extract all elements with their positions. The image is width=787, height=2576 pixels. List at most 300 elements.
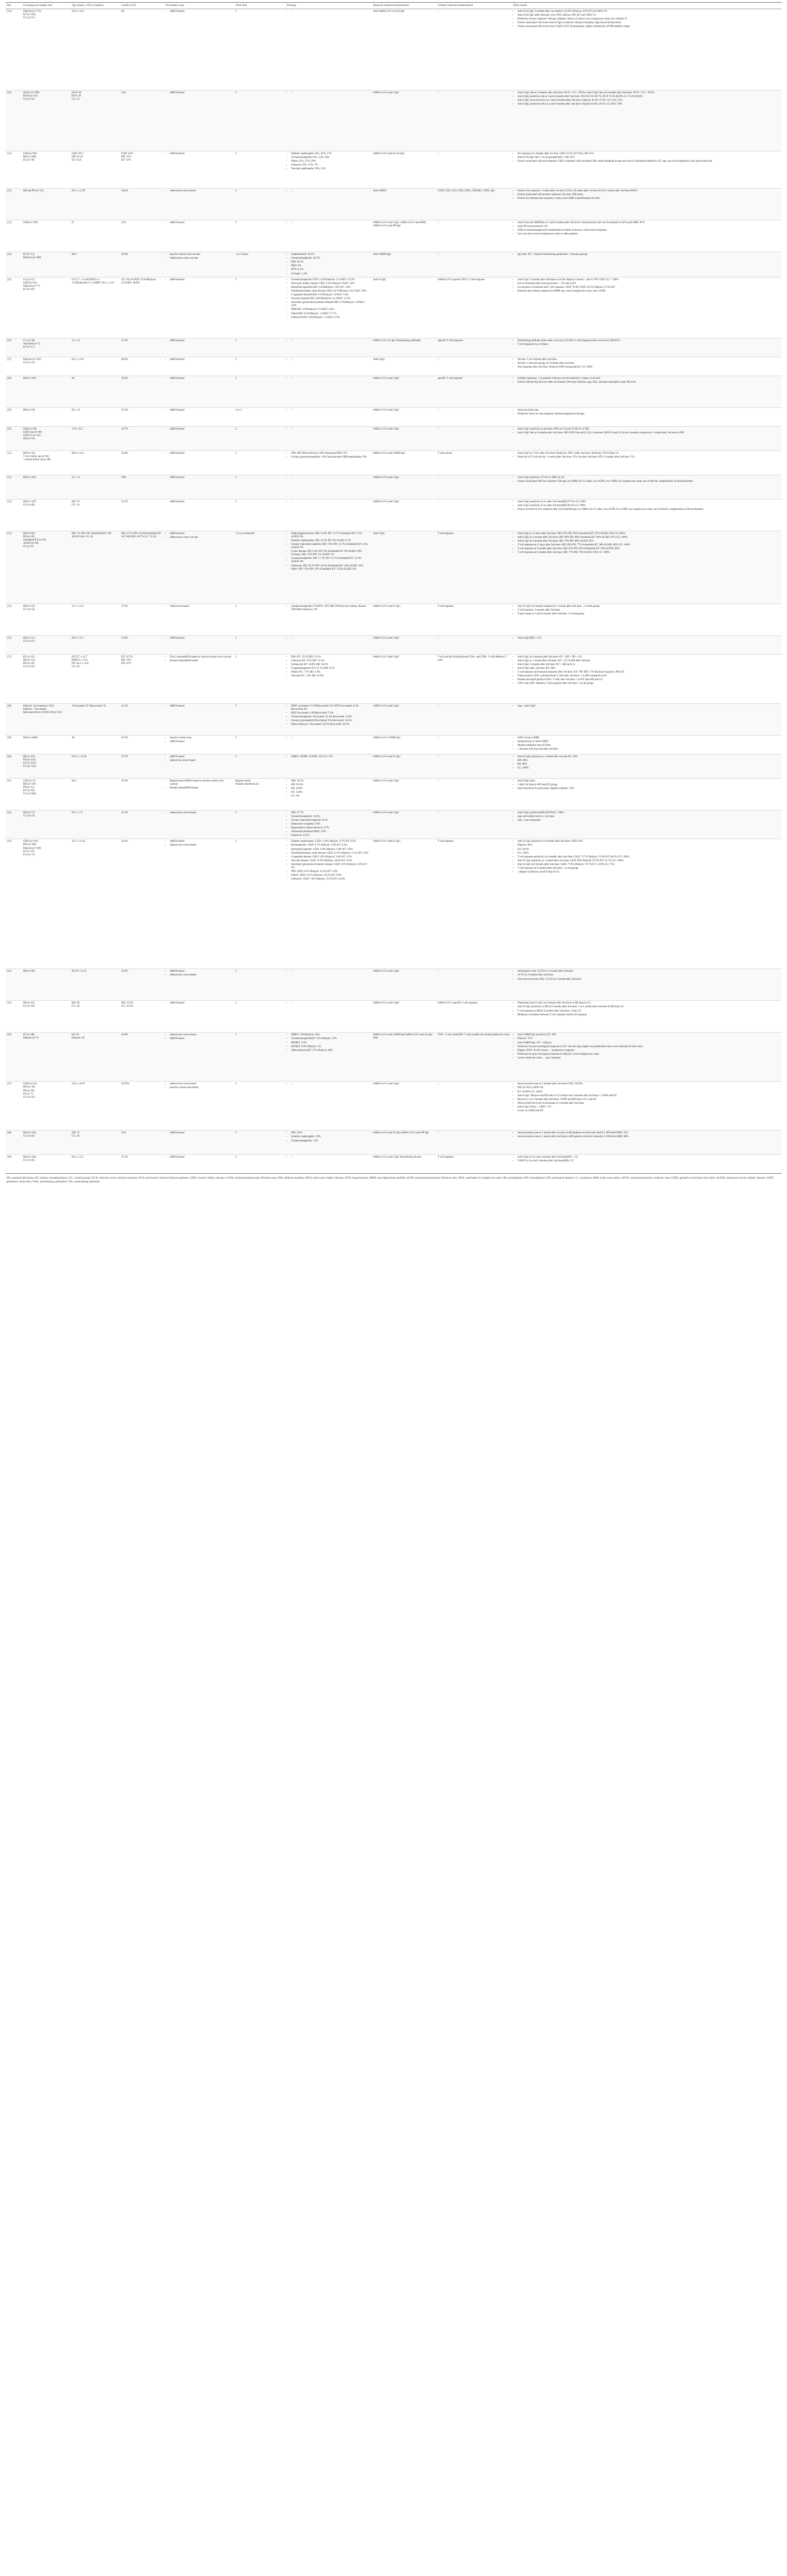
- vaccination-type-cell: [164, 839, 234, 969]
- bullet-item: • CKD on immunosuppressive treatment(Less likely to mount a robust and S response: [517, 229, 780, 232]
- main-results-cell: [512, 407, 782, 426]
- cell-line: KT (n=165): [23, 761, 36, 765]
- bullet-item: • mRNA-based: [170, 1132, 232, 1135]
- cellular-response-cell: /: [436, 357, 512, 376]
- cell-line: CKD G4a (n=48): [23, 431, 42, 434]
- bullet-item: • Secondary glomerular/systemic disease: CKD: 2.6% Dialysis: 4.6% KT: 4%: [291, 863, 370, 870]
- bullet-item: • Adenovirus vector-based: [170, 844, 232, 847]
- cellular-response-cell: /: [436, 635, 512, 654]
- cellular-response-cell: /: [436, 1131, 512, 1155]
- bullet-item: • Inactive whole-virus: [170, 737, 232, 740]
- cellular-response-cell: /: [436, 1082, 512, 1131]
- main-results-cell: [512, 91, 782, 151]
- bullet-list: [287, 279, 370, 320]
- bullet-item: • Vascular disease: CKD: 24.6% Dialysis: 18.6% KT: 6.3%: [291, 860, 370, 863]
- ref-cell: [23]: [5, 220, 22, 252]
- bullet-item: • PD: 98%: [517, 763, 780, 766]
- grouping-cell: [22, 220, 70, 252]
- bullet-item: • Interstitial nephritisCKD: 3.4%Dialysis: 2.6% KT: 3.6%: [291, 286, 370, 289]
- age-cell: 66.78 ± 11.33: [70, 969, 120, 1001]
- humoral-response-cell: SARS-CoV-2 anti-S IgG, SARS-CoV-2 anti-RBD, SARS-CoV-2 anti-NP IgG: [371, 220, 436, 252]
- bullet-item: • Adenovirus-based: [170, 605, 232, 608]
- bullet-list: [513, 340, 780, 347]
- bullet-item: • Unknown: HD: 32.7% PD: 14.5% Scheduled KT: 16% ACKD: 20% Other: HD: 1.9% PD: 10% Scheduled KT: 13.8% ACKD: 8%: [291, 565, 370, 571]
- grouping-cell: [22, 451, 70, 475]
- cell-line: CKD (n=60): [23, 153, 37, 156]
- bullet-list: [287, 532, 370, 571]
- ref-cell: [36]: [5, 635, 22, 654]
- bullet-item: • Others KT: 7.7% HD: 5.8%: [291, 671, 370, 674]
- bullet-list: [287, 409, 370, 412]
- grouping-cell: [22, 969, 70, 1001]
- etiology-cell: [285, 969, 371, 1001]
- cell-line: HD (n=96): [23, 970, 35, 973]
- etiology-cell: [285, 151, 371, 189]
- bullet-list: [513, 253, 780, 257]
- table-row: [5, 91, 782, 151]
- bullet-item: • Adenovirus vector-based: [170, 974, 232, 977]
- ref-cell: [25]: [5, 277, 22, 338]
- total-dose-cell: 2: [234, 451, 285, 475]
- bullet-list: [287, 637, 370, 640]
- bullet-item: • /: [291, 190, 370, 193]
- bullet-item: • Autosomal dominant PKD: 2.8%: [291, 830, 370, 834]
- age-cell: [70, 1001, 120, 1033]
- bullet-item: • Anti-S1 IgG positivity in HD at 6 months after 2nd dose: 1 at 1 month after 2nd dose in HD than CG: [517, 1006, 780, 1009]
- humoral-response-cell: SARS-CoV-2 anti-S IgG: [371, 1001, 436, 1033]
- total-dose-cell: 3: [234, 654, 285, 703]
- age-cell: [70, 91, 120, 151]
- bullet-item: • Familial/hereditary renal disease: CKD: 14.3% Dialysis: 13.1% KT: 23%: [291, 852, 370, 855]
- gender-cell: 45.1%: [120, 703, 164, 735]
- vaccination-type-cell: [164, 735, 234, 754]
- bullet-item: • Anti-S1/S2 IgG titer: T in all groups(CKD > HD, KT): [517, 156, 780, 160]
- bullet-item: • T cell response and humoral response after 3rd dose: KT: 79% HD: 71% Humoral response: 49% KT: [517, 671, 780, 674]
- bullet-list: [287, 1156, 370, 1159]
- vaccination-type-cell: [164, 1082, 234, 1131]
- gender-cell: 68.9%: [120, 357, 164, 376]
- gender-cell: 35.8%: [120, 451, 164, 475]
- cell-line: PD (n=114): [23, 758, 36, 761]
- grouping-cell: [22, 735, 70, 754]
- cell-line: CKD (n=61): [23, 281, 37, 285]
- grouping-cell: [22, 1033, 70, 1082]
- bullet-item: • Factors associated with positive response: 60 years, HD status: [517, 193, 780, 197]
- cell-line: Recovered from COVID-19 (n=161): [23, 711, 62, 714]
- main-results-cell: [512, 252, 782, 278]
- total-dose-cell: 2: [234, 9, 285, 91]
- bullet-item: • Ab titer: 1 at 6 months after 2nd dose: [517, 358, 780, 362]
- bullet-list: [287, 190, 370, 193]
- table-row: [5, 654, 782, 703]
- bullet-list: [165, 637, 232, 640]
- ref-cell: [44]: [5, 969, 22, 1001]
- cell-line: CG (n=71): [23, 853, 35, 856]
- bullet-item: • mRNA-based: [170, 476, 232, 480]
- etiology-cell: [285, 531, 371, 604]
- vaccination-type-cell: [164, 151, 234, 189]
- bullet-list: [287, 1132, 370, 1142]
- bullet-list: [165, 840, 232, 847]
- vaccination-type-cell: [164, 475, 234, 499]
- bullet-item: • Cellular immunity: 3 in patients with pre-vaccine infection: 2 doses of vaccine: [517, 377, 780, 380]
- etiology-cell: [285, 635, 371, 654]
- total-dose-cell: 3: [234, 499, 285, 531]
- total-dose-cell: 2 or as contracted: [234, 531, 285, 604]
- bullet-list: [513, 409, 780, 416]
- age-cell: 68.9 ± 13.4: [70, 451, 120, 475]
- grouping-cell: [22, 277, 70, 338]
- cell-line: CG (n=51): [23, 278, 35, 281]
- cellular-response-cell: /: [436, 151, 512, 189]
- cellular-response-cell: /: [436, 810, 512, 839]
- bullet-item: • Adenovirus vector-based: [170, 1034, 232, 1037]
- bullet-list: [513, 428, 780, 435]
- table-row: [5, 426, 782, 451]
- bullet-item: • Anti-S1 IgG at 6 month compared to 1 month after 2nd dose: ↓ in both groups: [517, 605, 780, 608]
- cell-line: Booster dosefixed at 2: [236, 783, 259, 786]
- bullet-item: • CG: 100%: [517, 767, 780, 770]
- bullet-item: • /: [291, 1002, 370, 1005]
- cellular-response-cell: T cell response: [436, 1155, 512, 1174]
- grouping-cell: [22, 189, 70, 220]
- cell-line: HD (n=165): [23, 476, 37, 479]
- cell-line: HD (n=166): [23, 843, 37, 847]
- bullet-item: • mRNA-based: [170, 740, 232, 744]
- bullet-list: [287, 756, 370, 759]
- bullet-list: [287, 253, 370, 276]
- bullet-item: • Congenital diseaseCKD: 6.1%Dialysis 1.3%KT: 5.6%: [291, 294, 370, 297]
- ref-cell: [19]: [5, 9, 22, 91]
- etiology-cell: [285, 277, 371, 338]
- cell-line: HD (n=83): [23, 755, 35, 758]
- vaccination-type-cell: [164, 703, 234, 735]
- cell-line: HD (n=39): [23, 1086, 35, 1089]
- bullet-item: • Anti-S IgG positivity: 97.6% to 100% in CG: [517, 476, 780, 480]
- bullet-item: • UnknownCKD: 2.8%Dialysis: 5.1%KT: 4.3%: [291, 316, 370, 320]
- cell-line: CG (n=33): [23, 98, 35, 101]
- bullet-list: [165, 340, 232, 343]
- bullet-item: • DM: CKD: 8.2% Dialysis: 14.3% KT: 3.4%: [291, 870, 370, 874]
- table-row: [5, 839, 782, 969]
- bullet-item: • Age ≤ anti-S IgG: [517, 705, 780, 708]
- bullet-list: [165, 1156, 232, 1159]
- cell-line: Dialysis + Vaccinated: [23, 708, 46, 711]
- bullet-item: • Glomerulonephritis Vaccinated: 22.4% Recovered: 12.6%: [291, 716, 370, 719]
- bullet-item: • Booster dosemRNA-based: [170, 787, 232, 790]
- grouping-cell: [22, 635, 70, 654]
- bullet-list: [165, 279, 232, 282]
- bullet-item: • Anti-S IgG after 3rd dose: KT: 48%: [517, 667, 780, 670]
- total-dose-cell: 2: [234, 1001, 285, 1033]
- main-results-cell: [512, 220, 782, 252]
- bullet-item: • Ab titer: 1 between groups at 6 months after 2nd dose: [517, 362, 780, 365]
- cell-line: CG (n=49): [23, 503, 35, 507]
- bullet-item: • Anti-NP seroconversion: 4%: [517, 225, 780, 228]
- bullet-item: • CG: 0%: [291, 795, 370, 798]
- bullet-item: • Non-response after 2nd dose: Dialysis 0.00% Seropositivity: CG 100%: [517, 366, 780, 369]
- bullet-list: [513, 637, 780, 640]
- table-row: [5, 151, 782, 189]
- bullet-item: • Hypertensive nephrosclerosis: 9.7%: [291, 827, 370, 830]
- bullet-item: • T cell response: 3 months after 2nd dose: [517, 609, 780, 612]
- bullet-item: • ↓ between 2nd dose and after 3rd dose: [517, 748, 780, 751]
- cell-line: PD (n=39): [23, 535, 34, 538]
- table-row: [5, 778, 782, 810]
- bullet-item: • Glomerulonephritis: HD: 17.7% PD: 15.7% Scheduled KT: 22.4% ACKD: 9%: [291, 557, 370, 564]
- ref-cell: [31]: [5, 451, 22, 475]
- bullet-list: [513, 1132, 780, 1139]
- bullet-item: • Adenoviral vector-based: [170, 190, 232, 193]
- main-results-cell: [512, 357, 782, 376]
- vaccination-type-cell: [164, 754, 234, 778]
- column-header: Humoral response measurement: [371, 3, 436, 9]
- bullet-item: • Chronic interstitial nephritis: 8.3%: [291, 819, 370, 822]
- bullet-list: [165, 1034, 232, 1041]
- bullet-list: [287, 656, 370, 678]
- bullet-item: • Chronic glomerulonephritis: 14% Vascular/anti-GBM nephropathy: 8%: [291, 456, 370, 459]
- column-header: Main results: [512, 3, 782, 9]
- bullet-item: • Anti-S1 IgG positivity at 1 month after vaccine KT: 19%: [517, 756, 780, 759]
- vaccination-type-cell: [164, 1033, 234, 1082]
- bullet-item: • Anti-S IgG titer at 3 months after 2nd dose: IN-D < CG = PI-Dx. Anti-S IgG titer at 6 months after 2nd dose: IN-D < CG < PI-Dx: [517, 92, 780, 95]
- ref-cell: [37]: [5, 654, 22, 703]
- bullet-item: • Others 25%, 27%, 29%: [291, 160, 370, 163]
- column-header: Ref: [5, 3, 22, 9]
- cell-line: PD (n=20): [23, 662, 34, 665]
- table-header-row: [5, 3, 782, 9]
- bullet-item: • T cell response at 15 days after 2nd dose: HD: 90% PD: 77% Scheduled KT: 90% ACKD: 86% CG: 100%: [517, 544, 780, 547]
- cell-line: CG (n=71): [23, 17, 35, 20]
- bullet-list: [513, 501, 780, 511]
- cell-line: KT (n=7): [23, 1092, 33, 1096]
- ref-cell: [45]: [5, 1001, 22, 1033]
- bullet-list: [513, 780, 780, 791]
- bullet-item: • Pyelonephritis: CKD: 6.7% Dialysis: 5.8% KT: 4.2%: [291, 844, 370, 847]
- bullet-item: • KT: 14.8%: [291, 791, 370, 794]
- main-results-cell: [512, 1082, 782, 1131]
- grouping-cell: [22, 703, 70, 735]
- bullet-item: • mRNA-based: [170, 377, 232, 380]
- bullet-item: • Diabetic nephropathy: HD: 12.5% PD: 9% ACKD: 4.7%: [291, 539, 370, 543]
- grouping-cell: [22, 1082, 70, 1131]
- bullet-item: • Glomerulonephritis CKD: 13.9%Dialysis: 13.3%KT: 12.2%: [291, 279, 370, 282]
- etiology-cell: [285, 754, 371, 778]
- vaccination-type-cell: [164, 810, 234, 839]
- bullet-item: • Predictors for poor serological response in KT: Vaccine type, higher mycophenolate dose, lower absolute B cells count: [517, 1045, 780, 1049]
- grouping-cell: [22, 654, 70, 703]
- bullet-list: [165, 428, 232, 431]
- cell-line: HD: 69: [72, 1002, 80, 1005]
- bullet-list: [287, 452, 370, 459]
- gender-cell: 37.5%: [120, 754, 164, 778]
- etiology-cell: [285, 376, 371, 407]
- cell-line: HD (n=92): [23, 532, 35, 535]
- bullet-list: [165, 812, 232, 815]
- bullet-item: • Lower monocyte count ↔ poor response: [517, 1057, 780, 1060]
- cell-line: HD: 65.16: [72, 156, 83, 159]
- vaccination-type-cell: [164, 1131, 234, 1155]
- bullet-item: • Chronic interstitial nephritis: HD: 7.8% PD: 15.7% Scheduled KT: 6.4% ACKD: 6%: [291, 543, 370, 550]
- bullet-item: • Dialysis: 82%: [517, 844, 780, 847]
- vaccination-type-cell: [164, 654, 234, 703]
- age-cell: 56.3 ± 13.14: [70, 839, 120, 969]
- bullet-item: • Glomerulonephritis: 26.7%: [291, 257, 370, 260]
- ref-cell: [48]: [5, 1131, 22, 1155]
- age-cell: 49: [70, 735, 120, 754]
- bullet-item: • /: [291, 10, 370, 13]
- humoral-response-cell: Anti-S-RBD: [371, 189, 436, 220]
- bullet-item: • PKDKT: 5.3%: [291, 1042, 370, 1045]
- bullet-item: • HD: 56.3%: [291, 784, 370, 787]
- gender-cell: 44.4%: [120, 839, 164, 969]
- bullet-item: • mRNA-based: [170, 756, 232, 759]
- bullet-list: [287, 970, 370, 973]
- bullet-item: • Seroconversion rate at 1 month after 2nd dose in HD patients received 2 dosesfor 6. 86%Anti-RBD: 98%: [517, 1135, 780, 1139]
- bullet-item: • Glomerulonephritis 16%, 12%, 24%: [291, 156, 370, 160]
- total-dose-cell: 2: [234, 426, 285, 451]
- bullet-item: • /: [291, 409, 370, 412]
- cell-line: HD (n=1068): [23, 736, 38, 739]
- cell-line: KT (n=52): [23, 655, 35, 659]
- main-results-cell: [512, 189, 782, 220]
- bullet-item: • Diminished anti-S1 IgG at 6 months after 2nd dose in HD than in CG: [517, 1002, 780, 1005]
- bullet-list: [165, 253, 232, 260]
- cell-line: CKD (n=110): [23, 840, 38, 843]
- humoral-response-cell: SARS-CoV-2 anti-S IgG: [371, 475, 436, 499]
- bullet-list: [165, 970, 232, 977]
- cellular-response-cell: /: [436, 735, 512, 754]
- bullet-item: • mRNA-based: [170, 1156, 232, 1159]
- bullet-list: [165, 92, 232, 95]
- bullet-item: • DM: KT: 13.5% HD: 31.2%: [291, 656, 370, 659]
- cell-line: ACKD (n=40): [23, 542, 39, 545]
- bullet-item: • Glomerular KT: 30.8% HD: 18.2%: [291, 663, 370, 667]
- ref-cell: [27]: [5, 357, 22, 376]
- ref-cell: [35]: [5, 604, 22, 635]
- main-results-cell: [512, 1033, 782, 1082]
- gender-cell: 43.1%: [120, 810, 164, 839]
- bullet-item: • Median inhibition rate of NAbs: [517, 744, 780, 747]
- cell-line: Dialysis (n=161): [23, 358, 42, 361]
- cellular-response-cell: T cell activity: [436, 451, 512, 475]
- etiology-cell: [285, 1131, 371, 1155]
- bullet-item: • Nephroangiosclerosis: HD: 15.6% PD: 15.7% Scheduled KT: 3.2% ACKD: 9%: [291, 532, 370, 539]
- total-dose-cell: 2: [234, 357, 285, 376]
- bullet-list: [513, 190, 780, 200]
- main-results-cell: [512, 754, 782, 778]
- bullet-item: • Inactive whole-virus vaccine: [170, 253, 232, 257]
- etiology-cell: [285, 604, 371, 635]
- bullet-item: • /: [291, 428, 370, 431]
- bullet-list: [165, 705, 232, 708]
- bullet-item: • T-spot counts at 3 and 6 months after 2nd dose: 1 in both group: [517, 613, 780, 616]
- age-cell: [70, 1033, 120, 1082]
- total-dose-cell: 2: [234, 969, 285, 1001]
- bullet-item: • T cell response at 6 months after 2nd dose: ↓ in all groups: [517, 867, 780, 870]
- table-row: [5, 754, 782, 778]
- bullet-item: • GMT of anti-S RBD: [517, 737, 780, 740]
- cell-line: Dialysis (n=100): [23, 257, 42, 260]
- grouping-cell: [22, 531, 70, 604]
- bullet-item: • Factors involved in low response after 3rd dose(Old age, low BMI, low Cr index, low eGFR, low GNRI, low lymphocyte count, use of steroid, complications in blood disorders: [517, 508, 780, 511]
- etiology-cell: [285, 451, 371, 475]
- cell-line: Dialysis (n=175): [23, 10, 42, 13]
- bullet-item: • HTN: 8.1%: [291, 268, 370, 272]
- grouping-cell: [22, 839, 70, 969]
- vaccination-type-cell: [164, 220, 234, 252]
- bullet-list: [513, 1002, 780, 1016]
- grouping-cell: [22, 9, 70, 91]
- bullet-item: • T cell response at 3 months after 2nd dose: HD: 91% PD: 93% Scheduled KT: 94% ACKD: 90%: [517, 548, 780, 551]
- cell-line: CG (n=35): [23, 1135, 35, 1138]
- bullet-item: • Other/unknownKT: 27% Dialysis: 29%: [291, 1049, 370, 1052]
- bullet-item: • No response at 3 months after 1st dose: CKD 12.5%; KT 95%; HD 31%: [517, 153, 780, 156]
- bullet-item: • Congenital/genetic KT: 21.1% HD: 6.5%: [291, 667, 370, 670]
- gender-cell: 40: [120, 9, 164, 91]
- bullet-item: • DM: 46% Nehrosclerosis: 20% Autosomal PKD: 6%: [291, 452, 370, 455]
- vaccination-type-cell: [164, 499, 234, 531]
- table-row: [5, 475, 782, 499]
- main-results-cell: [512, 969, 782, 1001]
- bullet-list: [287, 705, 370, 727]
- etiology-cell: [285, 338, 371, 357]
- cellular-response-cell: SARS-CoV-2 specific T cell response: [436, 1001, 512, 1033]
- humoral-response-cell: SARS-CoV-2 anti-S1 IgG: [371, 604, 436, 635]
- bullet-list: [287, 840, 370, 881]
- bullet-item: • 16.7% in 3 months after 2nd dose: [517, 974, 780, 977]
- cellular-response-cell: T cell response: [436, 531, 512, 604]
- table-row: [5, 338, 782, 357]
- bullet-list: [165, 532, 232, 539]
- column-header: Etiology: [285, 3, 371, 9]
- vaccination-type-cell: [164, 1155, 234, 1174]
- bullet-item: • ↓ Higher in Dialysis and KT than in CG: [517, 871, 780, 874]
- grouping-cell: [22, 91, 70, 151]
- cell-line: PI-D: 58: [72, 95, 81, 98]
- bullet-item: • Anti-S IgG seroconversion at 3 and 6 months after 2nd dose: Dialysis 42.6% 37.0%; CG 11%; 55%: [517, 99, 780, 102]
- bullet-item: • Factors associated with lower level of IgG in KT: Hypertension, higher calcineurin, mTOR inhibitor drugs: [517, 25, 780, 29]
- table-row: [5, 451, 782, 475]
- bullet-list: [513, 656, 780, 686]
- cellular-response-cell: /: [436, 9, 512, 91]
- cell-line: KT (n=76): [23, 159, 35, 162]
- etiology-cell: [285, 407, 371, 426]
- age-cell: 60.9: [70, 252, 120, 278]
- table-row: [5, 969, 782, 1001]
- table-row: [5, 604, 782, 635]
- etiology-cell: [285, 778, 371, 810]
- vaccination-type-cell: [164, 969, 234, 1001]
- cell-line: KT (n=18): [23, 789, 35, 792]
- bullet-item: • Humoral and cellular response for MMF use, lower lymphocyte count, and 2 eGFR: [517, 290, 780, 293]
- bullet-list: [165, 501, 232, 504]
- bullet-list: [513, 812, 780, 822]
- cell-line: IN-Dx (n=109): [23, 92, 39, 95]
- age-cell: 54.8 ± 16.67: [70, 1082, 120, 1131]
- bullet-item: • HD: 92.30% CAPD: 0%: [517, 1086, 780, 1090]
- cell-line: CG: 46: [72, 1135, 80, 1138]
- cellular-response-cell: T cell activity Polyfunctional CD4+ and CD8+ T cells Memory T cells: [436, 654, 512, 703]
- table-row: [5, 1155, 782, 1174]
- cell-line: CG: 42.5%: [121, 1005, 134, 1008]
- bullet-list: [513, 605, 780, 616]
- ref-cell: [42]: [5, 810, 22, 839]
- grouping-cell: [22, 407, 70, 426]
- etiology-cell: [285, 810, 371, 839]
- humoral-response-cell: SARS-CoV-2 anti-S IgG: [371, 376, 436, 407]
- cell-line: HD (n=35): [23, 452, 35, 455]
